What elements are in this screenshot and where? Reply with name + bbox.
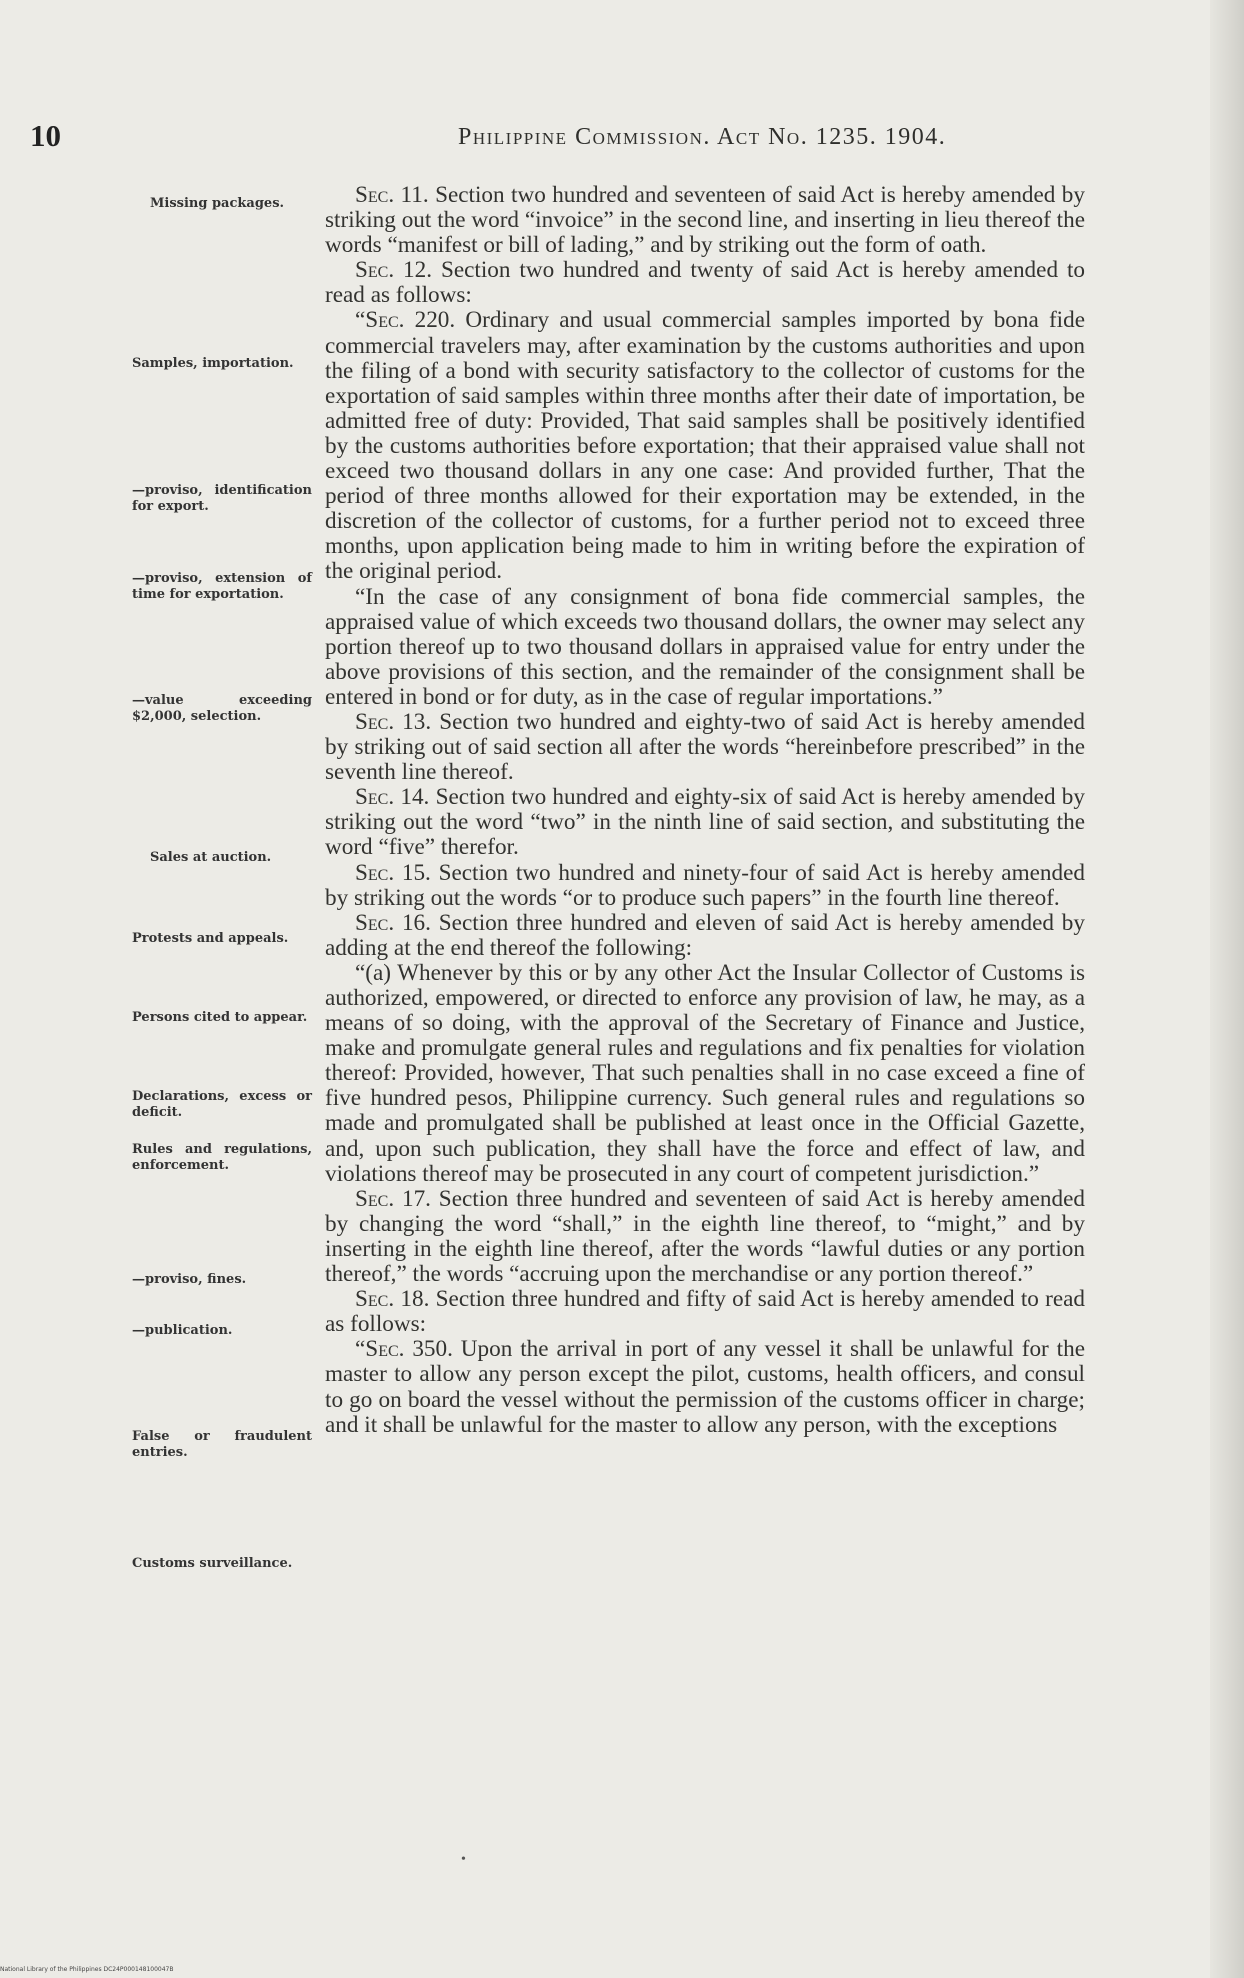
margin-note: —proviso, fines. bbox=[132, 1272, 247, 1287]
section-paragraph bbox=[325, 183, 1085, 258]
margin-note: Customs surveillance. bbox=[132, 1556, 293, 1571]
margin-note: Declarations, excess or deficit. bbox=[132, 1089, 312, 1120]
paragraph-text: “(a) Whenever by this or by any other Act the Insular Collector of Customs is authorized, empowered, or directed to enforce any provision of law, he may, as a means of so doing, with the approval of the Secretary of Finance and Justice, make and promulgate general rules and regulations and fix penalties for violation thereof: Provided, however, That such penalties shall in no case exceed a fine of five hundred pesos, Philippine currency. Such general rules and regulations so made and promulgated shall be published at least once in the Official Gazette, and, upon such publication, they shall have the force and effect of law, and violations thereof may be prosecuted in any court of competent jurisdiction.” bbox=[325, 959, 1085, 1187]
section-paragraph bbox=[325, 1337, 1085, 1437]
margin-note: —value exceeding $2,000, selection. bbox=[132, 693, 312, 724]
section-number: “Sec. 350. bbox=[355, 1336, 453, 1363]
page-header bbox=[30, 118, 1210, 158]
margin-note: Persons cited to appear. bbox=[132, 1010, 308, 1025]
running-head: Philippine Commission. Act No. 1235. 1904. bbox=[458, 124, 947, 150]
section-paragraph bbox=[325, 1287, 1085, 1337]
margin-note: Samples, importation. bbox=[132, 356, 294, 371]
section-paragraph bbox=[325, 1187, 1085, 1287]
section-number: Sec. 18. bbox=[355, 1286, 430, 1313]
paragraph-text: Upon the arrival in port of any vessel it shall be unlawful for the master to allow any person except the pilot, customs, health officers, and consul to go on board the vessel without the permission of the customs officer in charge; and it shall be unlawful for the master to allow any person, with the exceptions bbox=[325, 1336, 1085, 1438]
section-paragraph bbox=[325, 861, 1085, 911]
page-edge-shadow bbox=[1210, 0, 1244, 1978]
section-paragraph bbox=[325, 961, 1085, 1187]
paragraph-text: “In the case of any consignment of bona fide commercial samples, the appraised value of which exceeds two thousand dollars, the owner may select any portion thereof up to two thousand dollars in appraised value for entry under the above provisions of this section, and the remainder of the consignment shall be entered in bond or for duty, as in the case of regular importations.” bbox=[325, 583, 1085, 710]
section-number: Sec. 17. bbox=[355, 1185, 431, 1212]
paragraph-text: Section three hundred and fifty of said Act is hereby amended to read as follows: bbox=[325, 1286, 1086, 1338]
paragraph-text: Section three hundred and seventeen of said Act is hereby amended by changing the word “shall,” in the eighth line thereof, to “might,” and by inserting in the eighth line thereof, after the words “lawful duties or any portion thereof,” the words “accruing upon the merchandise or any portion thereof.” bbox=[325, 1185, 1085, 1288]
section-number: Sec. 11. bbox=[355, 182, 429, 208]
section-number: Sec. 14. bbox=[355, 784, 430, 811]
margin-note: Missing packages. bbox=[150, 196, 285, 211]
section-paragraph bbox=[325, 585, 1085, 710]
paragraph-text: Ordinary and usual commercial samples imported by bona fide commercial travelers may, after examination by the customs authorities and upon the filing of a bond with security satisfactory to the collector of customs for the exportation of said samples within three months after their date of importation, be admitted free of duty: Provided, That said samples shall be positively identified by the customs authorities before exportation; that their appraised value shall not exceed two thousand dollars in any one case: And provided further, That the period of three months allowed for their exportation may be extended, in the discretion of the collector of customs, for a further period not to exceed three months, upon application being made to him in writing before the expiration of the original period. bbox=[325, 307, 1086, 585]
paragraph-text: Section two hundred and eighty-six of said Act is hereby amended by striking out the word “two” in the ninth line of said section, and substituting the word “five” therefor. bbox=[325, 784, 1085, 861]
section-paragraph bbox=[325, 308, 1085, 584]
footer-mark: • bbox=[461, 1852, 466, 1867]
section-paragraph bbox=[325, 785, 1085, 860]
margin-note: Rules and regulations, enforcement. bbox=[132, 1142, 312, 1173]
margin-note: —proviso, identification for export. bbox=[132, 483, 312, 514]
paragraph-text: Section three hundred and eleven of said Act is hereby amended by adding at the end thereof the following: bbox=[325, 909, 1085, 961]
page-number: 10 bbox=[30, 118, 61, 153]
section-number: “Sec. 220. bbox=[355, 307, 456, 334]
section-paragraph bbox=[325, 911, 1085, 961]
section-number: Sec. 13. bbox=[355, 708, 432, 735]
scan-credit: National Library of the Philippines DC24P000148100047B bbox=[0, 1966, 174, 1973]
section-number: Sec. 15. bbox=[355, 859, 431, 886]
margin-note: Protests and appeals. bbox=[132, 931, 289, 946]
section-paragraph bbox=[325, 258, 1085, 308]
paragraph-text: Section two hundred and seventeen of said Act is hereby amended by striking out the word “invoice” in the second line, and inserting in lieu thereof the words “manifest or bill of lading,” and by striking out the form of oath. bbox=[325, 182, 1085, 259]
section-number: Sec. 16. bbox=[355, 909, 431, 936]
margin-note: False or fraudulent entries. bbox=[132, 1429, 312, 1460]
section-paragraph bbox=[325, 710, 1085, 785]
body-text bbox=[325, 183, 1085, 1438]
margin-note: —publication. bbox=[132, 1323, 233, 1338]
margin-note: —proviso, extension of time for exportation. bbox=[132, 571, 312, 602]
paragraph-text: Section two hundred and eighty-two of said Act is hereby amended by striking out of said section all after the words “hereinbefore prescribed” in the seventh line thereof. bbox=[325, 708, 1085, 786]
section-number: Sec. 12. bbox=[355, 257, 433, 284]
margin-note: Sales at auction. bbox=[150, 850, 272, 865]
paragraph-text: Section two hundred and ninety-four of said Act is hereby amended by striking out the words “or to produce such papers” in the fourth line thereof. bbox=[325, 859, 1085, 911]
paragraph-text: Section two hundred and twenty of said Act is hereby amended to read as follows: bbox=[325, 257, 1085, 309]
